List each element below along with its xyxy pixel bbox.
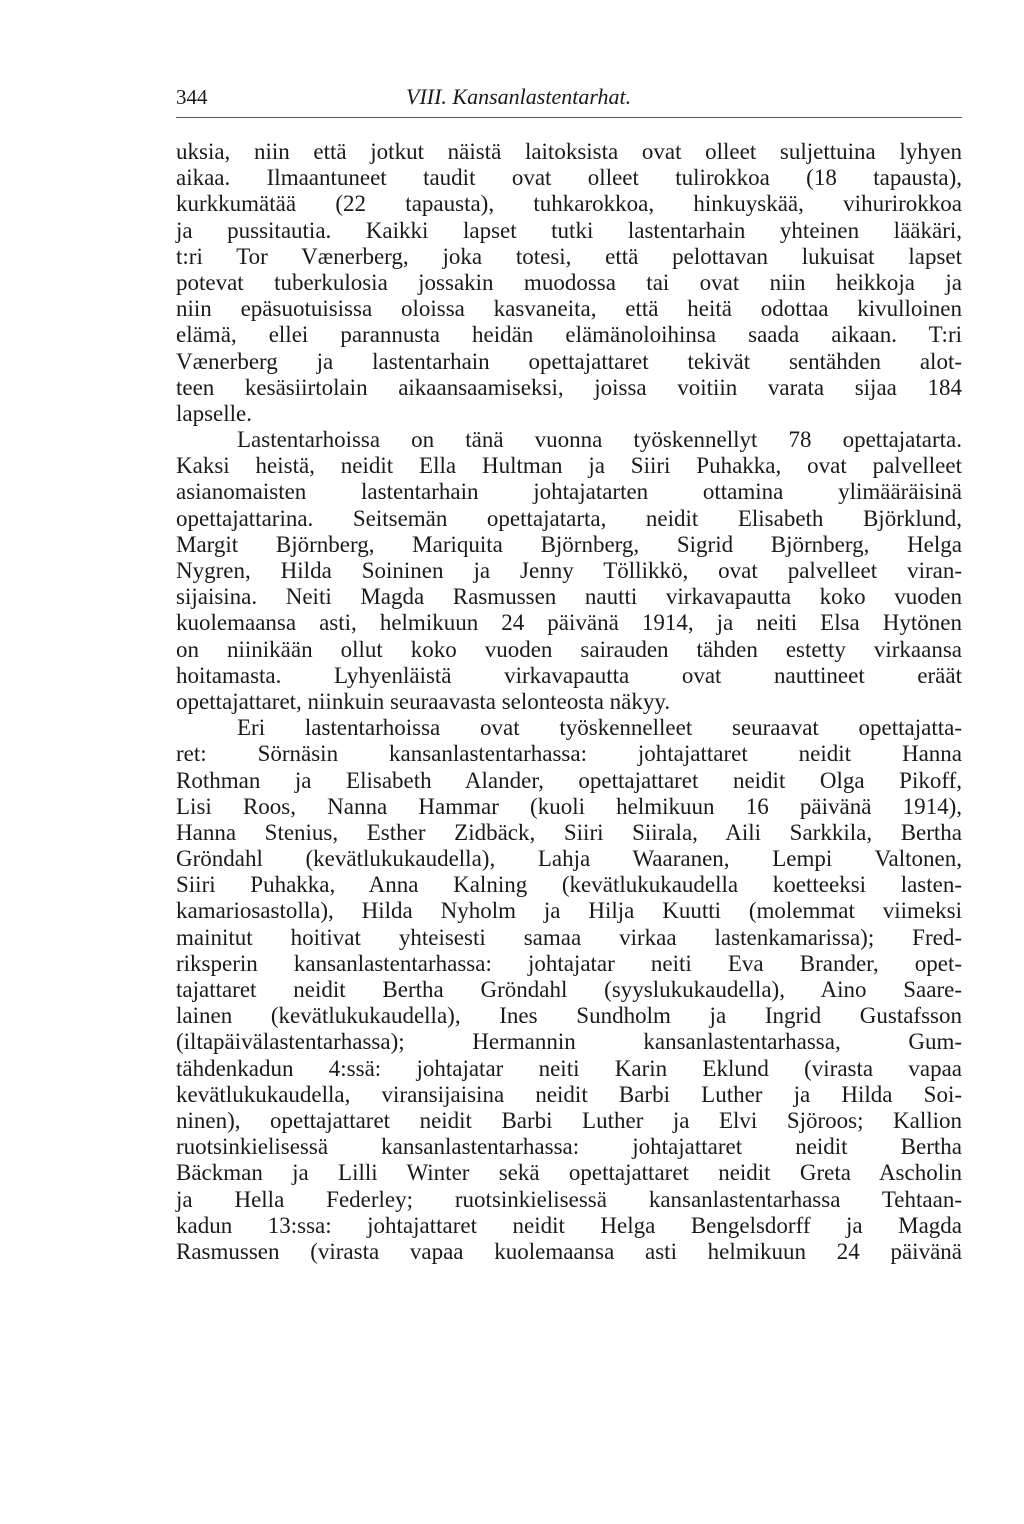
text-line: Rothman ja Elisabeth Alander, opettajattaret neidit Olga Pikoff, — [176, 767, 962, 793]
text-line: kadun 13:ssa: johtajattaret neidit Helga Bengelsdorff ja Magda — [176, 1212, 962, 1238]
text-line: opettajattaret, niinkuin seuraavasta selonteosta näkyy. — [176, 688, 671, 714]
text-line: opettajattarina. Seitsemän opettajatarta, neidit Elisabeth Björklund, — [176, 505, 962, 531]
text-line: Eri lastentarhoissa ovat työskennelleet seuraavat opettajatta- — [237, 715, 962, 741]
body-text — [176, 139, 962, 1265]
text-line: Siiri Puhakka, Anna Kalning (kevätlukukaudella koetteeksi lasten- — [176, 872, 962, 898]
text-line: tähdenkadun 4:ssä: johtajatar neiti Karin Eklund (virasta vapaa — [176, 1055, 962, 1081]
text-line: lainen (kevätlukukaudella), Ines Sundholm ja Ingrid Gustafsson — [176, 1003, 962, 1029]
text-line: ja Hella Federley; ruotsinkielisessä kansanlastentarhassa Tehtaan- — [176, 1186, 962, 1212]
text-line: ja pussitautia. Kaikki lapset tutki lastentarhain yhteinen lääkäri, — [176, 217, 962, 243]
text-line: Lastentarhoissa on tänä vuonna työskennellyt 78 opettajatarta. — [237, 427, 962, 453]
text-line: kevätlukukaudella, viransijaisina neidit Barbi Luther ja Hilda Soi- — [176, 1081, 962, 1107]
paragraph — [176, 427, 962, 715]
text-line: Rasmussen (virasta vapaa kuolemaansa asti helmikuun 24 päivänä — [176, 1238, 962, 1264]
text-line: Kaksi heistä, neidit Ella Hultman ja Siiri Puhakka, ovat palvelleet — [176, 453, 962, 479]
text-line: ruotsinkielisessä kansanlastentarhassa: johtajattaret neidit Bertha — [176, 1134, 962, 1160]
text-line: elämä, ellei parannusta heidän elämänoloihinsa saada aikaan. T:ri — [176, 322, 962, 348]
text-line: sijaisina. Neiti Magda Rasmussen nautti virkavapautta koko vuoden — [176, 584, 962, 610]
text-line: Margit Björnberg, Mariquita Björnberg, Sigrid Björnberg, Helga — [176, 531, 962, 557]
paragraph — [176, 139, 962, 427]
text-line: kuolemaansa asti, helmikuun 24 päivänä 1914, ja neiti Elsa Hytönen — [176, 610, 962, 636]
text-line: tajattaret neidit Bertha Gröndahl (syyslukukaudella), Aino Saare- — [176, 977, 962, 1002]
text-line: Gröndahl (kevätlukukaudella), Lahja Waaranen, Lempi Valtonen, — [176, 846, 962, 872]
paragraph — [176, 715, 962, 1265]
text-line: asianomaisten lastentarhain johtajatarten ottamina ylimääräisinä — [176, 479, 962, 505]
header-rule — [176, 117, 962, 118]
text-line: aikaa. Ilmaantuneet taudit ovat olleet tulirokkoa (18 tapausta), — [176, 165, 962, 191]
text-line: mainitut hoitivat yhteisesti samaa virkaa lastenkamarissa); Fred- — [176, 924, 962, 950]
page-number: 344 — [176, 85, 208, 109]
text-line: (iltapäivälastentarhassa); Hermannin kansanlastentarhassa, Gum- — [176, 1029, 962, 1055]
text-line: t:ri Tor Vænerberg, joka totesi, että pelottavan lukuisat lapset — [176, 243, 962, 269]
text-line: niin epäsuotuisissa oloissa kasvaneita, että heitä odottaa kivulloinen — [176, 296, 962, 322]
text-line: Lisi Roos, Nanna Hammar (kuoli helmikuun 16 päivänä 1914), — [176, 793, 962, 819]
text-line: kamariosastolla), Hilda Nyholm ja Hilja Kuutti (molemmat viimeksi — [176, 898, 962, 924]
text-line: kurkkumätää (22 tapausta), tuhkarokkoa, hinkuyskää, vihurirokkoa — [176, 191, 962, 217]
chapter-title: VIII. Kansanlastentarhat. — [406, 84, 632, 109]
text-line: Hanna Stenius, Esther Zidbäck, Siiri Siirala, Aili Sarkkila, Bertha — [176, 819, 962, 845]
text-line: Vænerberg ja lastentarhain opettajattaret tekivät sentähden alot- — [176, 348, 962, 374]
text-line: hoitamasta. Lyhyenläistä virkavapautta ovat nauttineet eräät — [176, 662, 962, 688]
text-line: teen kesäsiirtolain aikaansaamiseksi, joissa voitiin varata sijaa 184 — [176, 374, 962, 400]
text-line: potevat tuberkulosia jossakin muodossa tai ovat niin heikkoja ja — [176, 269, 962, 295]
text-line: uksia, niin että jotkut näistä laitoksista ovat olleet suljettuina lyhyen — [176, 139, 962, 164]
text-line: Bäckman ja Lilli Winter sekä opettajattaret neidit Greta Ascholin — [176, 1160, 962, 1186]
text-line: riksperin kansanlastentarhassa: johtajatar neiti Eva Brander, opet- — [176, 950, 962, 976]
running-head — [176, 82, 962, 112]
text-line: ninen), opettajattaret neidit Barbi Luther ja Elvi Sjöroos; Kallion — [176, 1107, 962, 1133]
text-line: Nygren, Hilda Soininen ja Jenny Töllikkö, ovat palvelleet viran- — [176, 558, 962, 583]
text-line: lapselle. — [176, 400, 252, 426]
text-line: ret: Sörnäsin kansanlastentarhassa: johtajattaret neidit Hanna — [176, 741, 962, 767]
text-line: on niinikään ollut koko vuoden sairauden tähden estetty virkaansa — [176, 636, 962, 662]
